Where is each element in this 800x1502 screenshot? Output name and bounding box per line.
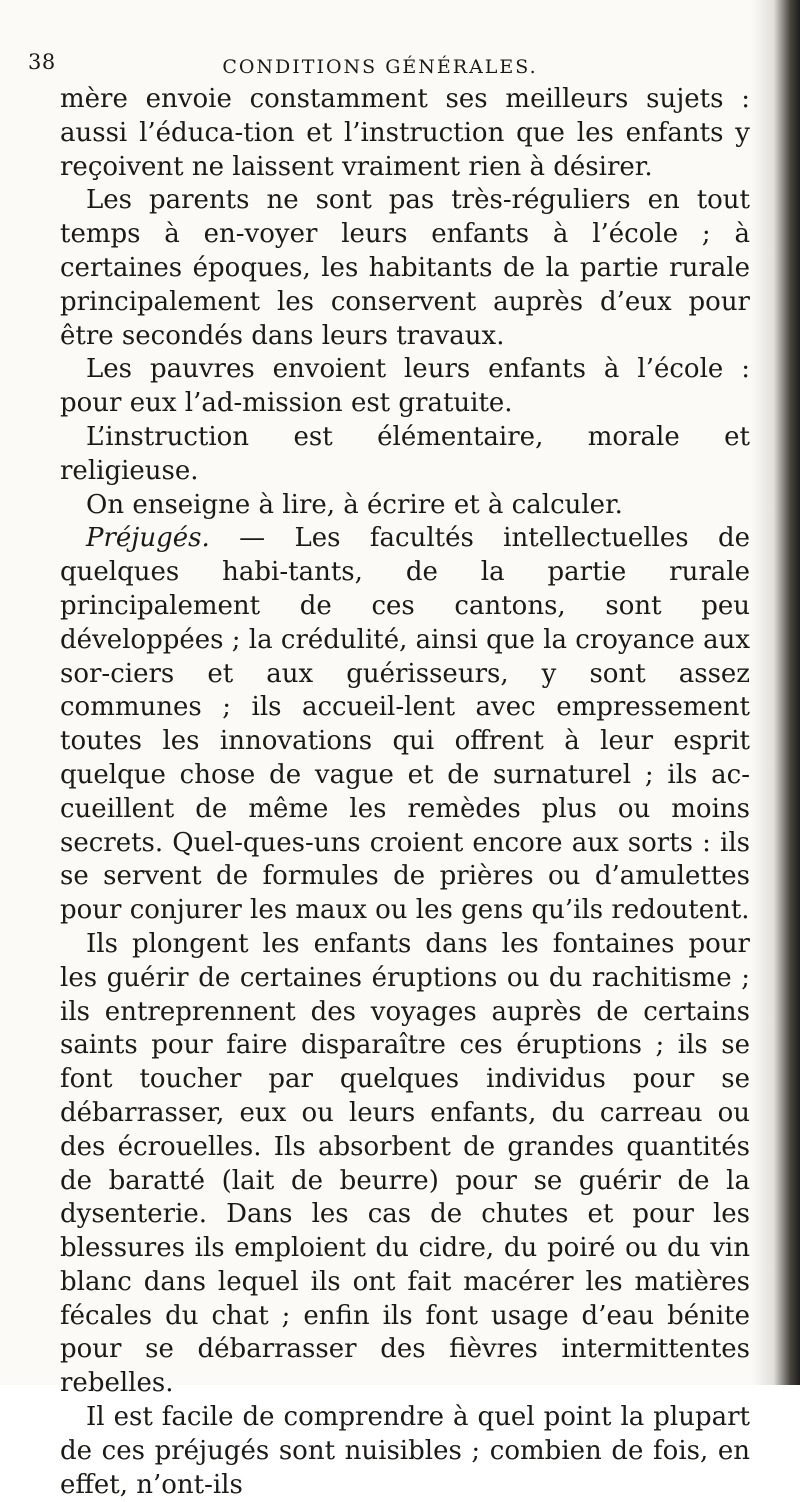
paragraph-text: Les pauvres envoient leurs enfants à l’école : pour eux l’ad-mission est gratuite. <box>60 354 750 419</box>
section-lead: Préjugés. <box>86 523 210 554</box>
paragraph-nuisibles <box>60 1401 750 1502</box>
paragraph-text: Ils plongent les enfants dans les fontaines pour les guérir de certaines éruptions ou du rachitisme ; ils entreprennent des voyages auprès de certains saints pour faire disparaître ces éruptions ; ils se font toucher par quelques individus pour se débarrasser, eux ou leurs enfants, du carreau ou des écrouelles. Ils absorbent de grandes quantités de baratté (lait de beurre) pour se guérir de la dysenterie. Dans les cas de chutes et pour les blessures ils emploient du cidre, du poiré ou du vin blanc dans lequel ils ont fait macérer les matières fécales du chat ; enfin ils font usage d’eau bénite pour se débarrasser des fièvres intermittentes rebelles. <box>60 928 750 1399</box>
paragraph-parents <box>60 184 750 353</box>
paragraph-pauvres <box>60 353 750 421</box>
paragraph-fontaines <box>60 928 750 1401</box>
paragraph-text: Il est facile de comprendre à quel point la plupart de ces préjugés sont nuisibles ; combien de fois, en effet, n’ont-ils <box>60 1402 750 1500</box>
paragraph-continuation <box>60 83 750 184</box>
paragraph-text: L’instruction est élémentaire, morale et religieuse. <box>60 421 750 486</box>
paragraph-text: — Les facultés intellectuelles de quelques habi-tants, de la partie rurale principalement de ces cantons, sont peu développées ; la crédulité, ainsi que la croyance aux sor-ciers et aux guérisseurs, y sont assez communes ; ils accueil-lent avec empressement toutes les innovations qui offrent à leur esprit quelque chose de vague et de surnaturel ; ils ac-cueillent de même les remèdes plus ou moins secrets. Quel-ques-uns croient encore aux sorts : ils se servent de formules de prières ou d’amulettes pour conjurer les maux ou les gens qu’ils redoutent. <box>60 523 750 926</box>
body-text <box>60 83 750 1502</box>
page-number: 38 <box>28 50 56 74</box>
paragraph-text: Les parents ne sont pas très-réguliers en tout temps à en-voyer leurs enfants à l’école ; à certaines époques, les habitants de la partie rurale principalement les conservent auprès d’eux pour être secondés dans leurs travaux. <box>60 185 750 351</box>
running-head: CONDITIONS GÉNÉRALES. <box>222 56 538 78</box>
paragraph-text: mère envoie constamment ses meilleurs sujets : aussi l’éduca-tion et l’instruction que les enfants y reçoivent ne laissent vraiment rien à désirer. <box>60 84 750 182</box>
paragraph-prejuges <box>60 522 750 928</box>
page-gutter-shadow <box>752 0 800 1385</box>
paragraph-instruction <box>60 421 750 489</box>
paragraph-text: On enseigne à lire, à écrire et à calculer. <box>86 489 623 520</box>
paragraph-enseigne <box>60 489 750 523</box>
